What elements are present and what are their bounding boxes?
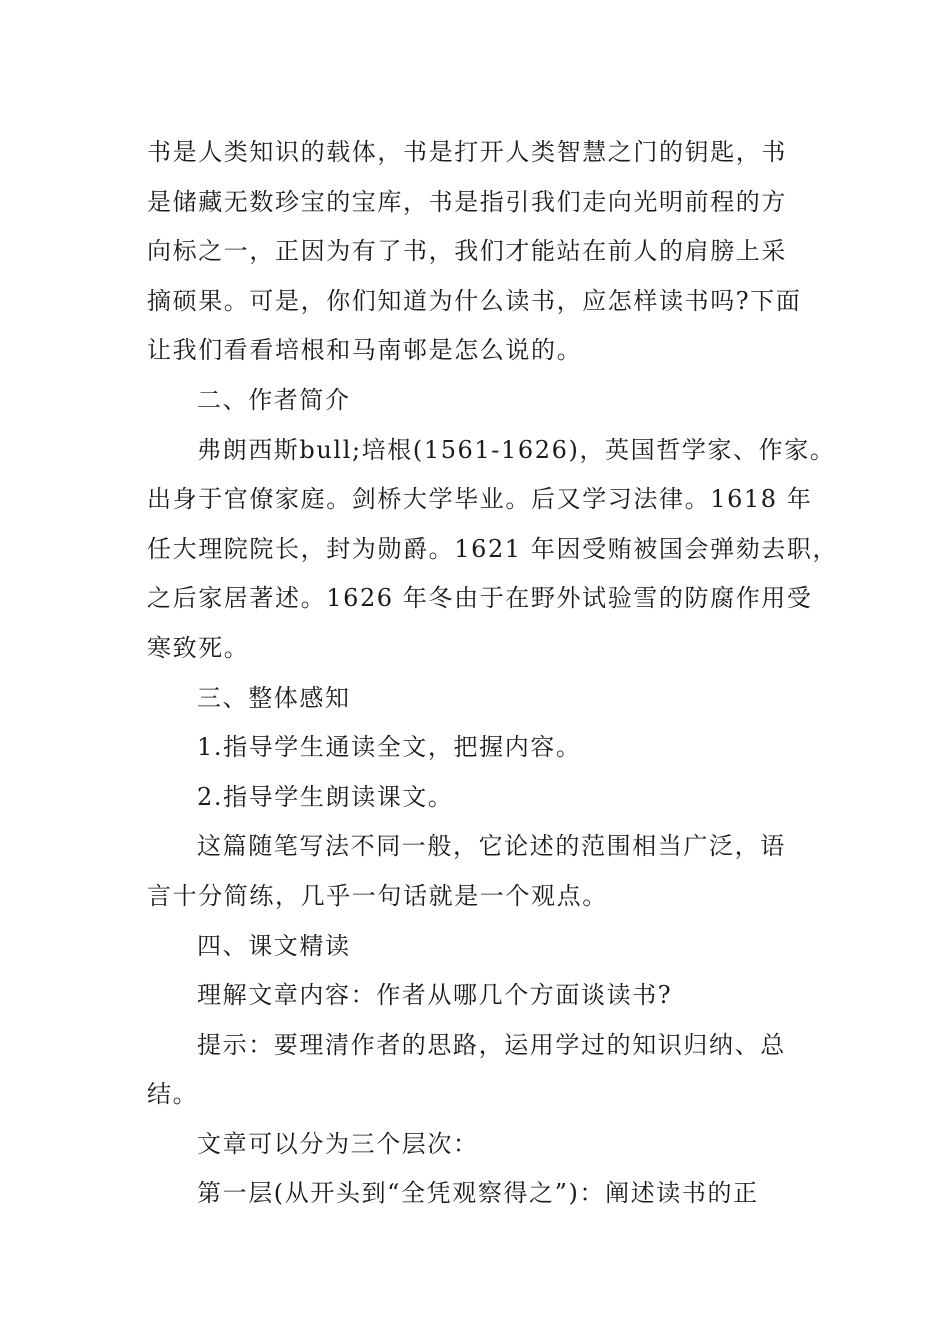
text-line: 2.指导学生朗读课文。 (197, 782, 454, 811)
text-line: 结。 (147, 1080, 199, 1109)
text-line: 摘硕果。可是，你们知道为什么读书，应怎样读书吗?下面 (147, 286, 802, 315)
text-line: 出身于官僚家庭。剑桥大学毕业。后又学习法律。1618 年 (147, 485, 813, 514)
text-line: 之后家居著述。1626 年冬由于在野外试验雪的防腐作用受 (147, 584, 813, 613)
text-line: 1.指导学生通读全文，把握内容。 (197, 733, 582, 762)
text-line: 让我们看看培根和马南邨是怎么说的。 (147, 336, 583, 365)
section-heading: 二、作者简介 (197, 385, 351, 414)
document-body (147, 128, 839, 1219)
text-line: 这篇随笔写法不同一般，它论述的范围相当广泛，语 (197, 832, 786, 861)
text-line: 文章可以分为三个层次： (197, 1129, 479, 1158)
text-line: 理解文章内容：作者从哪几个方面谈读书? (197, 981, 673, 1010)
section-heading: 三、整体感知 (197, 683, 351, 712)
text-line: 弗朗西斯bull;培根(1561-1626)，英国哲学家、作家。 (197, 435, 836, 464)
text-line: 书是人类知识的载体，书是打开人类智慧之门的钥匙，书 (147, 138, 787, 166)
section-heading: 四、课文精读 (197, 931, 351, 960)
text-line: 向标之一，正因为有了书，我们才能站在前人的肩膀上采 (147, 237, 787, 266)
text-line: 提示：要理清作者的思路，运用学过的知识归纳、总 (197, 1030, 786, 1059)
text-line: 第一层(从开头到“全凭观察得之”)：阐述读书的正 (197, 1179, 759, 1208)
text-line: 是储藏无数珍宝的宝库，书是指引我们走向光明前程的方 (147, 187, 787, 216)
text-line: 寒致死。 (147, 633, 250, 662)
text-line: 言十分简练，几乎一句话就是一个观点。 (147, 881, 608, 910)
text-line: 任大理院院长，封为勋爵。1621 年因受贿被国会弹劾去职， (147, 534, 839, 563)
